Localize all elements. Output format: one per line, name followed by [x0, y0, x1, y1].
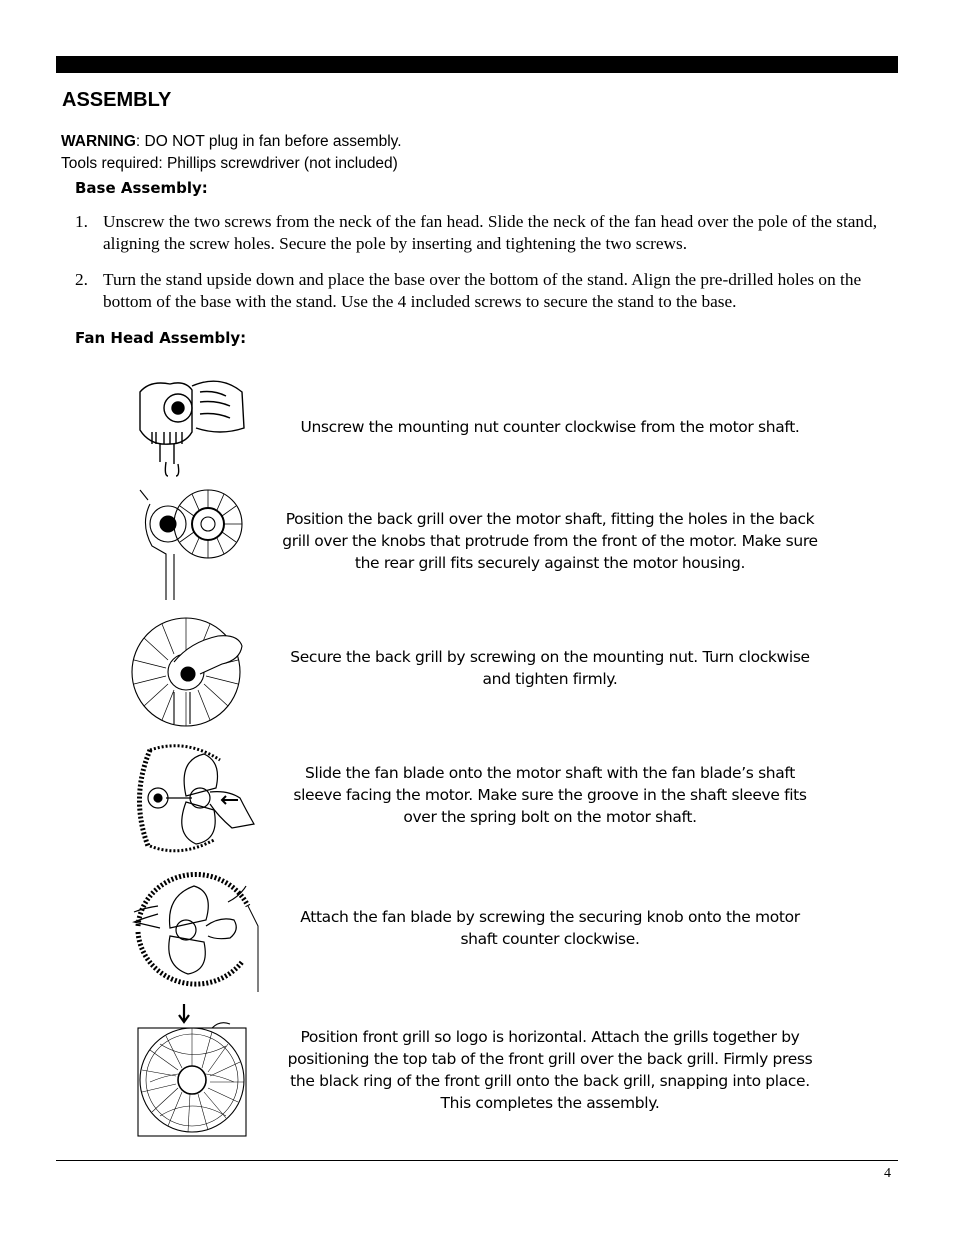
fan-head-step [130, 612, 900, 730]
warning-line [61, 131, 402, 153]
securing-knob-illustration [130, 866, 262, 992]
step-text: Unscrew the mounting nut counter clockwise from the motor shaft. [300, 418, 800, 436]
list-item [75, 269, 897, 313]
tools-required: Tools required: Phillips screwdriver (not included) [61, 155, 398, 172]
fan-head-step [130, 484, 900, 602]
step-number: 1. [75, 212, 88, 231]
base-assembly-steps [75, 211, 897, 327]
step-text: Attach the fan blade by screwing the securing knob onto the motor shaft counter clockwise. [300, 908, 800, 948]
fan-head-assembly-title: Fan Head Assembly: [75, 329, 247, 347]
warning-text: : DO NOT plug in fan before assembly. [135, 133, 402, 150]
fan-head-step [130, 740, 900, 856]
fan-head-step [130, 866, 900, 992]
step-text: Unscrew the two screws from the neck of the fan head. Slide the neck of the fan head over the pole of the stand, aligning the screw holes. Secure the pole by inserting and tightening the two screws. [103, 212, 878, 253]
mounting-nut-illustration [130, 372, 248, 477]
step-text: Slide the fan blade onto the motor shaft with the fan blade’s shaft sleeve facing the motor. Make sure the groove in the shaft sleeve fits over the spring bolt on the motor shaft. [293, 764, 807, 826]
header-bar [56, 56, 898, 73]
page-number: 4 [884, 1166, 891, 1181]
step-number: 2. [75, 270, 88, 289]
fan-head-step [130, 372, 900, 477]
step-text: Position front grill so logo is horizontal. Attach the grills together by positioning the top tab of the front grill over the back grill. Firmly press the black ring of the front grill onto the back grill, snapping into place. This completes the assembly. [287, 1028, 813, 1112]
front-grill-illustration [130, 1004, 250, 1138]
step-text: Position the back grill over the motor shaft, fitting the holes in the back grill over the knobs that protrude from the front of the motor. Make sure the rear grill fits securely against the motor housing. [282, 510, 818, 572]
warning-block [61, 131, 402, 175]
footer-rule [56, 1160, 898, 1161]
fan-head-step [130, 1004, 900, 1138]
base-assembly-title: Base Assembly: [75, 179, 208, 197]
step-text: Turn the stand upside down and place the base over the bottom of the stand. Align the pre-drilled holes on the bottom of the base with the stand. Use the 4 included screws to secure the stand to the base. [103, 270, 862, 311]
fan-blade-illustration [130, 740, 256, 856]
back-grill-illustration [130, 484, 248, 602]
step-text: Secure the back grill by screwing on the mounting nut. Turn clockwise and tighten firmly. [290, 648, 810, 688]
secure-back-grill-illustration [130, 612, 248, 730]
warning-label: WARNING [61, 133, 136, 150]
section-title: ASSEMBLY [62, 89, 172, 111]
list-item [75, 211, 897, 255]
